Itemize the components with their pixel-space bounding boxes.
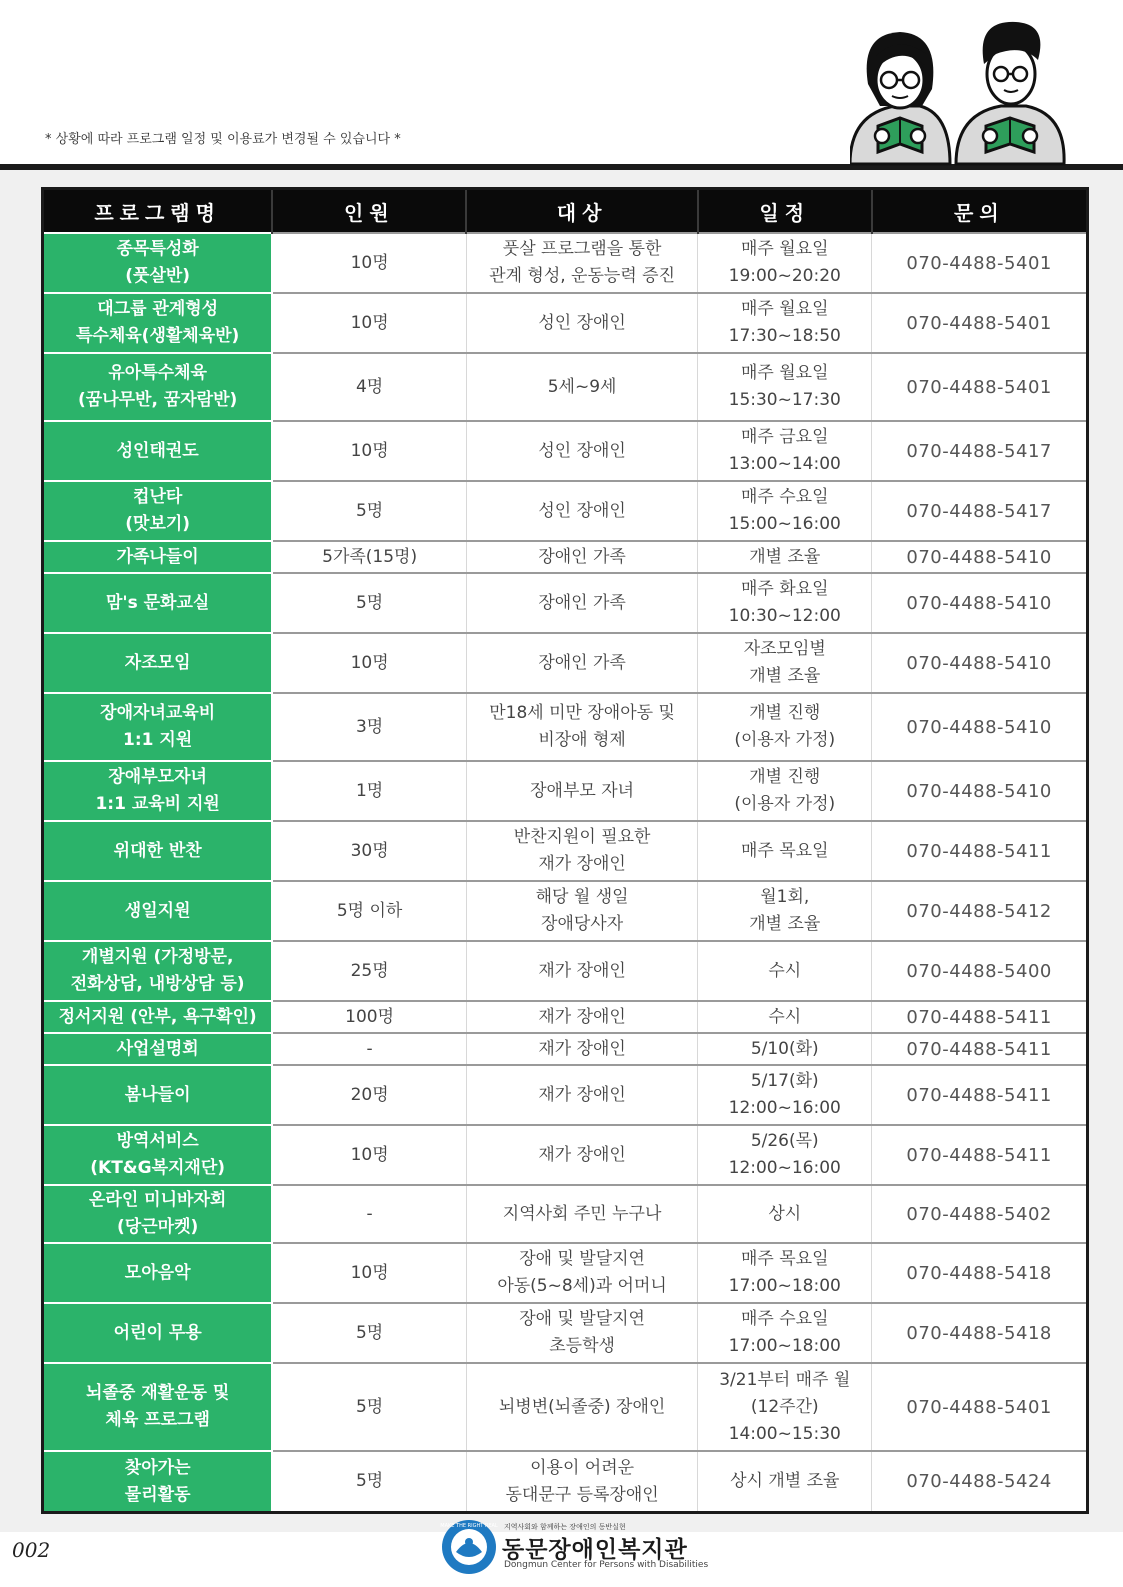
- target-cell: [466, 1303, 697, 1363]
- table-row: [44, 821, 1086, 881]
- cell-line: (꿈나무반, 꿈자람반): [78, 390, 238, 410]
- cell-line: 재가 장애인: [538, 854, 626, 874]
- count-cell: 10명: [272, 1243, 466, 1303]
- table-row: [44, 233, 1086, 293]
- cell-line: 반찬지원이 필요한: [513, 827, 651, 847]
- target-cell: [466, 941, 697, 1001]
- contact-cell: 070-4488-5411: [872, 1033, 1086, 1065]
- cell-line: 매주 월요일: [740, 363, 829, 383]
- cell-line: (이용자 가정): [734, 730, 836, 750]
- cell-line: 5/10(화): [750, 1038, 819, 1059]
- schedule-cell: [698, 1363, 872, 1451]
- schedule-cell: [698, 1065, 872, 1125]
- table-row: [44, 1001, 1086, 1033]
- cell-line: 17:30~18:50: [728, 326, 841, 346]
- table-row: [44, 941, 1086, 1001]
- count-cell: 30명: [272, 821, 466, 881]
- contact-cell: 070-4488-5412: [872, 881, 1086, 941]
- schedule-cell: [698, 761, 872, 821]
- cell-line: 자조모임별: [743, 639, 826, 659]
- contact-cell: 070-4488-5410: [872, 541, 1086, 573]
- target-cell: [466, 573, 697, 633]
- count-cell: -: [272, 1185, 466, 1243]
- cell-line: 아동(5~8세)과 어머니: [497, 1276, 667, 1296]
- count-cell: 5가족(15명): [272, 541, 466, 573]
- table-row: [44, 633, 1086, 693]
- target-cell: [466, 1125, 697, 1185]
- contact-cell: 070-4488-5401: [872, 233, 1086, 293]
- program-name-cell: [44, 1363, 272, 1451]
- cell-line: 14:00~15:30: [728, 1423, 841, 1444]
- schedule-cell: [698, 1451, 872, 1511]
- target-cell: [466, 353, 697, 421]
- contact-cell: 070-4488-5411: [872, 1001, 1086, 1033]
- schedule-cell: [698, 573, 872, 633]
- schedule-cell: [698, 1125, 872, 1185]
- cell-line: 재가 장애인: [538, 1006, 626, 1027]
- cell-line: 12:00~16:00: [728, 1098, 841, 1118]
- program-name-cell: [44, 293, 272, 353]
- target-cell: [466, 1185, 697, 1243]
- schedule-cell: [698, 1185, 872, 1243]
- contact-cell: 070-4488-5401: [872, 293, 1086, 353]
- table-row: [44, 481, 1086, 541]
- program-name-cell: [44, 233, 272, 293]
- cell-line: 12:00~16:00: [728, 1158, 841, 1178]
- table-row: [44, 353, 1086, 421]
- contact-cell: 070-4488-5417: [872, 421, 1086, 481]
- program-name-cell: [44, 421, 272, 481]
- table-row: [44, 1243, 1086, 1303]
- count-cell: 5명: [272, 481, 466, 541]
- cell-line: 성인 장애인: [538, 312, 626, 333]
- target-cell: [466, 233, 697, 293]
- schedule-cell: [698, 1033, 872, 1065]
- cell-line: 자조모임: [124, 652, 191, 673]
- reading-people-illustration: [850, 14, 1070, 166]
- cell-line: 1:1 교육비 지원: [95, 794, 220, 814]
- cell-line: 월1회,: [760, 887, 810, 907]
- cell-line: 위대한 반찬: [113, 840, 202, 861]
- cell-line: (KT&G복지재단): [90, 1158, 226, 1178]
- schedule-cell: [698, 693, 872, 761]
- cell-line: 19:00~20:20: [728, 266, 841, 286]
- cell-line: 17:00~18:00: [728, 1336, 841, 1356]
- schedule-cell: [698, 421, 872, 481]
- logo-slogan: 지역사회와 함께하는 장애인의 동반실현: [504, 1523, 626, 1531]
- cell-line: 17:00~18:00: [728, 1276, 841, 1296]
- cell-line: 재가 장애인: [538, 1144, 626, 1165]
- cell-line: 재가 장애인: [538, 1084, 626, 1105]
- cell-line: 가족나들이: [116, 546, 199, 567]
- schedule-cell: [698, 941, 872, 1001]
- cell-line: 장애 및 발달지연: [519, 1249, 645, 1269]
- contact-cell: 070-4488-5410: [872, 693, 1086, 761]
- table-row: [44, 293, 1086, 353]
- cell-line: 컵난타: [133, 487, 183, 507]
- cell-line: (12주간): [750, 1396, 819, 1417]
- cell-line: 개별 진행: [749, 703, 821, 723]
- logo-english-name: Dongmun Center for Persons with Disabilities: [504, 1560, 709, 1570]
- table-row: [44, 693, 1086, 761]
- cell-line: 장애부모자녀: [108, 767, 207, 787]
- schedule-cell: [698, 881, 872, 941]
- contact-cell: 070-4488-5410: [872, 761, 1086, 821]
- count-cell: 25명: [272, 941, 466, 1001]
- cell-line: 장애인 가족: [538, 652, 626, 673]
- cell-line: 매주 월요일: [740, 299, 829, 319]
- cell-line: 장애인 가족: [538, 592, 626, 613]
- cell-line: 전화상담, 내방상담 등): [70, 974, 245, 994]
- target-cell: [466, 1363, 697, 1451]
- cell-line: 재가 장애인: [538, 960, 626, 981]
- cell-line: 만18세 미만 장애아동 및: [489, 703, 675, 723]
- target-cell: [466, 1065, 697, 1125]
- cell-line: 상시: [768, 1203, 802, 1224]
- table-header-row: [44, 190, 1086, 233]
- program-name-cell: [44, 1303, 272, 1363]
- program-name-cell: [44, 353, 272, 421]
- target-cell: [466, 1451, 697, 1511]
- schedule-cell: [698, 1243, 872, 1303]
- count-cell: 10명: [272, 633, 466, 693]
- program-name-cell: [44, 881, 272, 941]
- program-name-cell: [44, 693, 272, 761]
- cell-line: 매주 월요일: [740, 239, 829, 259]
- cell-line: 15:30~17:30: [728, 390, 841, 410]
- cell-line: 동대문구 등록장애인: [505, 1484, 659, 1505]
- table-body: [44, 233, 1086, 1511]
- cell-line: 맘's 문화교실: [105, 592, 210, 613]
- cell-line: 개별 조율: [749, 914, 821, 934]
- cell-line: 5/26(목): [750, 1131, 819, 1151]
- program-name-cell: [44, 481, 272, 541]
- cell-line: 초등학생: [549, 1336, 615, 1356]
- table-row: [44, 573, 1086, 633]
- program-name-cell: [44, 633, 272, 693]
- cell-line: 매주 금요일: [740, 427, 829, 447]
- cell-line: 개별 조율: [749, 546, 821, 567]
- cell-line: 매주 목요일: [740, 1249, 829, 1269]
- table-row: [44, 541, 1086, 573]
- target-cell: [466, 481, 697, 541]
- target-cell: [466, 881, 697, 941]
- center-emblem-icon: [440, 1518, 498, 1576]
- program-name-cell: [44, 1065, 272, 1125]
- schedule-cell: [698, 821, 872, 881]
- cell-line: 10:30~12:00: [728, 606, 841, 626]
- logo-badge: MAKE THE RIGHT REAL: [440, 1523, 498, 1529]
- page-number: 002: [12, 1538, 51, 1562]
- cell-line: 유아특수체육: [108, 363, 207, 383]
- cell-line: 장애부모 자녀: [530, 780, 635, 801]
- count-cell: 100명: [272, 1001, 466, 1033]
- header-count: 인원: [272, 190, 466, 233]
- cell-line: 뇌졸중 재활운동 및: [86, 1383, 230, 1403]
- schedule-cell: [698, 1001, 872, 1033]
- cell-line: 5세~9세: [547, 376, 617, 397]
- program-name-cell: [44, 941, 272, 1001]
- contact-cell: 070-4488-5402: [872, 1185, 1086, 1243]
- contact-cell: 070-4488-5401: [872, 1363, 1086, 1451]
- target-cell: [466, 1243, 697, 1303]
- cell-line: 개별지원 (가정방문,: [81, 947, 234, 967]
- program-name-cell: [44, 761, 272, 821]
- contact-cell: 070-4488-5411: [872, 821, 1086, 881]
- program-name-cell: [44, 1243, 272, 1303]
- cell-line: 수시: [768, 960, 802, 981]
- count-cell: 10명: [272, 421, 466, 481]
- cell-line: 특수체육(생활체육반): [75, 326, 240, 346]
- schedule-cell: [698, 633, 872, 693]
- cell-line: 수시: [768, 1006, 802, 1027]
- cell-line: 비장애 형제: [538, 730, 626, 750]
- contact-cell: 070-4488-5424: [872, 1451, 1086, 1511]
- cell-line: 장애인 가족: [538, 546, 626, 567]
- header-contact: 문의: [872, 190, 1086, 233]
- contact-cell: 070-4488-5418: [872, 1303, 1086, 1363]
- table-row: [44, 761, 1086, 821]
- count-cell: 4명: [272, 353, 466, 421]
- cell-line: 매주 수요일: [740, 487, 829, 507]
- cell-line: 상시 개별 조율: [730, 1471, 840, 1491]
- cell-line: 매주 목요일: [740, 840, 829, 861]
- schedule-cell: [698, 353, 872, 421]
- program-name-cell: [44, 1185, 272, 1243]
- cell-line: (맛보기): [125, 514, 191, 534]
- cell-line: 개별 조율: [749, 666, 821, 686]
- program-name-cell: [44, 541, 272, 573]
- header-target: 대상: [466, 190, 697, 233]
- count-cell: 5명: [272, 1451, 466, 1511]
- count-cell: 10명: [272, 233, 466, 293]
- count-cell: 3명: [272, 693, 466, 761]
- cell-line: 지역사회 주민 누구나: [502, 1203, 662, 1224]
- program-name-cell: [44, 1033, 272, 1065]
- contact-cell: 070-4488-5410: [872, 573, 1086, 633]
- cell-line: 대그룹 관계형성: [97, 299, 219, 319]
- contact-cell: 070-4488-5400: [872, 941, 1086, 1001]
- cell-line: 재가 장애인: [538, 1038, 626, 1059]
- cell-line: 봄나들이: [124, 1084, 191, 1105]
- table-row: [44, 1303, 1086, 1363]
- cell-line: 장애자녀교육비: [100, 703, 216, 723]
- cell-line: 매주 화요일: [740, 579, 829, 599]
- program-table: [44, 190, 1086, 1511]
- contact-cell: 070-4488-5401: [872, 353, 1086, 421]
- cell-line: 장애당사자: [541, 914, 624, 934]
- cell-line: 물리활동: [124, 1484, 191, 1505]
- cell-line: 1:1 지원: [123, 730, 193, 750]
- cell-line: 개별 진행: [749, 767, 821, 787]
- count-cell: 10명: [272, 293, 466, 353]
- cell-line: 체육 프로그램: [105, 1410, 210, 1430]
- header-schedule: 일정: [698, 190, 872, 233]
- count-cell: 5명: [272, 1303, 466, 1363]
- contact-cell: 070-4488-5411: [872, 1125, 1086, 1185]
- header-program-name: 프로그램명: [44, 190, 272, 233]
- count-cell: -: [272, 1033, 466, 1065]
- target-cell: [466, 633, 697, 693]
- cell-line: 종목특성화: [116, 239, 199, 259]
- contact-cell: 070-4488-5417: [872, 481, 1086, 541]
- cell-line: 풋살 프로그램을 통한: [502, 239, 662, 259]
- table-row: [44, 881, 1086, 941]
- table-row: [44, 1363, 1086, 1451]
- schedule-cell: [698, 541, 872, 573]
- table-row: [44, 1033, 1086, 1065]
- cell-line: 생일지원: [124, 900, 191, 921]
- program-name-cell: [44, 1125, 272, 1185]
- man-reading-icon: [956, 22, 1064, 164]
- schedule-cell: [698, 293, 872, 353]
- notice-text: * 상황에 따라 프로그램 일정 및 이용료가 변경될 수 있습니다 *: [45, 132, 401, 147]
- logo-name: 동문장애인복지관: [502, 1537, 688, 1563]
- cell-line: 15:00~16:00: [728, 514, 841, 534]
- target-cell: [466, 541, 697, 573]
- schedule-cell: [698, 1303, 872, 1363]
- cell-line: 해당 월 생일: [535, 887, 629, 907]
- target-cell: [466, 1033, 697, 1065]
- table-row: [44, 1451, 1086, 1511]
- program-name-cell: [44, 821, 272, 881]
- cell-line: 성인 장애인: [538, 500, 626, 521]
- program-name-cell: [44, 1451, 272, 1511]
- cell-line: 사업설명회: [116, 1038, 199, 1059]
- schedule-cell: [698, 233, 872, 293]
- contact-cell: 070-4488-5410: [872, 633, 1086, 693]
- cell-line: 매주 수요일: [740, 1309, 829, 1329]
- contact-cell: 070-4488-5418: [872, 1243, 1086, 1303]
- count-cell: 10명: [272, 1125, 466, 1185]
- cell-line: 어린이 무용: [113, 1322, 202, 1343]
- cell-line: 이용이 어려운: [530, 1457, 635, 1478]
- cell-line: 장애 및 발달지연: [519, 1309, 645, 1329]
- table-row: [44, 1065, 1086, 1125]
- cell-line: (풋살반): [125, 266, 191, 286]
- table-row: [44, 421, 1086, 481]
- target-cell: [466, 1001, 697, 1033]
- target-cell: [466, 421, 697, 481]
- cell-line: 뇌병변(뇌졸중) 장애인: [498, 1396, 666, 1417]
- cell-line: 3/21부터 매주 월: [719, 1369, 851, 1390]
- schedule-cell: [698, 481, 872, 541]
- table-row: [44, 1185, 1086, 1243]
- program-table-container: [41, 187, 1089, 1514]
- table-row: [44, 1125, 1086, 1185]
- cell-line: 찾아가는: [124, 1457, 191, 1478]
- count-cell: 5명 이하: [272, 881, 466, 941]
- count-cell: 1명: [272, 761, 466, 821]
- cell-line: 온라인 미니바자회: [89, 1190, 227, 1210]
- program-name-cell: [44, 1001, 272, 1033]
- cell-line: 성인 장애인: [538, 440, 626, 461]
- cell-line: 방역서비스: [116, 1131, 199, 1151]
- cell-line: 5/17(화): [750, 1071, 819, 1091]
- target-cell: [466, 693, 697, 761]
- count-cell: 5명: [272, 1363, 466, 1451]
- count-cell: 5명: [272, 573, 466, 633]
- cell-line: 13:00~14:00: [728, 454, 841, 474]
- target-cell: [466, 761, 697, 821]
- cell-line: 관계 형성, 운동능력 증진: [489, 266, 675, 286]
- program-name-cell: [44, 573, 272, 633]
- cell-line: 성인태권도: [116, 440, 199, 461]
- contact-cell: 070-4488-5411: [872, 1065, 1086, 1125]
- target-cell: [466, 293, 697, 353]
- cell-line: (이용자 가정): [734, 794, 836, 814]
- count-cell: 20명: [272, 1065, 466, 1125]
- center-logo: [440, 1516, 709, 1578]
- cell-line: 모아음악: [124, 1262, 191, 1283]
- woman-reading-icon: [850, 32, 950, 164]
- cell-line: 정서지원 (안부, 욕구확인): [58, 1006, 257, 1027]
- target-cell: [466, 821, 697, 881]
- cell-line: (당근마켓): [117, 1217, 199, 1237]
